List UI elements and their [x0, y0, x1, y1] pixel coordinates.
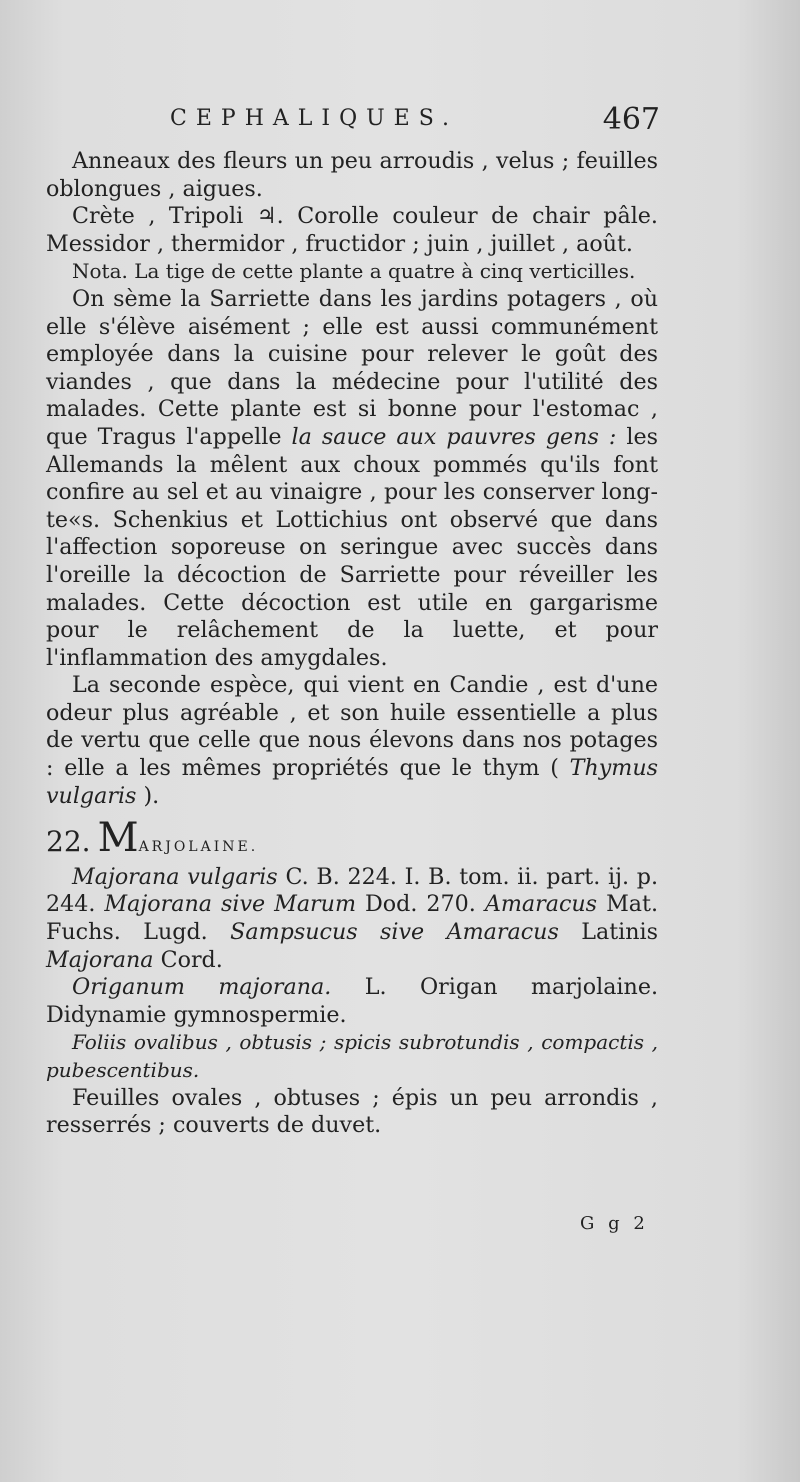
latin-description: Foliis ovalibus , obtusis ; spicis subrotundis , compactis , pubescentibus. — [46, 1030, 658, 1082]
body-text — [46, 148, 658, 1140]
paragraph: Crète , Tripoli ♃. Corolle couleur de chair pâle. Messidor , thermidor , fructidor ; juin , juillet , août. — [46, 203, 658, 257]
french-description: Feuilles ovales , obtuses ; épis un peu arrondis , resserrés ; couverts de duvet. — [46, 1084, 658, 1139]
printer-signature: G g 2 — [580, 1213, 649, 1234]
paragraph: Anneaux des fleurs un peu arroudis , velus ; feuilles oblongues , aigues. — [46, 148, 658, 202]
page-header — [170, 102, 660, 142]
paragraph: On sème la Sarriette dans les jardins potagers , où elle s'élève aisément ; elle est aussi communément employée dans la cuisine pour relever le goût des viandes , que dans la médecine pour l'utilité des malades. Cette plante est si bonne pour l'estomac , que Tragus l'appelle la sauce aux pauvres gens : les Allemands la mêlent aux choux pommés qu'ils font confire au sel et au vinaigre , pour les conserver long-te«s. Schenkius et Lottichius ont observé que dans l'affection soporeuse on seringue avec succès dans l'oreille la décoction de Sarriette pour réveiller les malades. Cette décoction est utile en gargarisme pour le relâchement de la luette, et pour l'inflammation des amygdales. — [46, 285, 658, 671]
page-number: 467 — [602, 102, 660, 137]
paragraph: La seconde espèce, qui vient en Candie , est d'une odeur plus agréable , et son huile essentielle a plus de vertu que celle que nous élevons dans nos potages : elle a les mêmes propriétés que le thym ( Thymus vulgaris ). — [46, 672, 658, 809]
running-title: CEPHALIQUES. — [170, 106, 458, 131]
nota-paragraph: Nota. La tige de cette plante a quatre à cinq verticilles. — [72, 259, 636, 284]
synonymy-paragraph: Majorana vulgaris C. B. 224. I. B. tom. ii. part. ij. p. 244. Majorana sive Marum Dod. 270. Amaracus Mat. Fuchs. Lugd. Sampsucus sive Amaracus Latinis Majorana Cord. — [46, 863, 659, 973]
drop-cap: M — [97, 815, 139, 862]
section-number: 22. — [46, 825, 91, 859]
section-heading — [46, 815, 658, 862]
section-title: ARJOLAINE. — [138, 839, 259, 856]
linnaean-name: Origanum majorana. L. Origan marjolaine. Didynamie gymnospermie. — [46, 974, 659, 1028]
